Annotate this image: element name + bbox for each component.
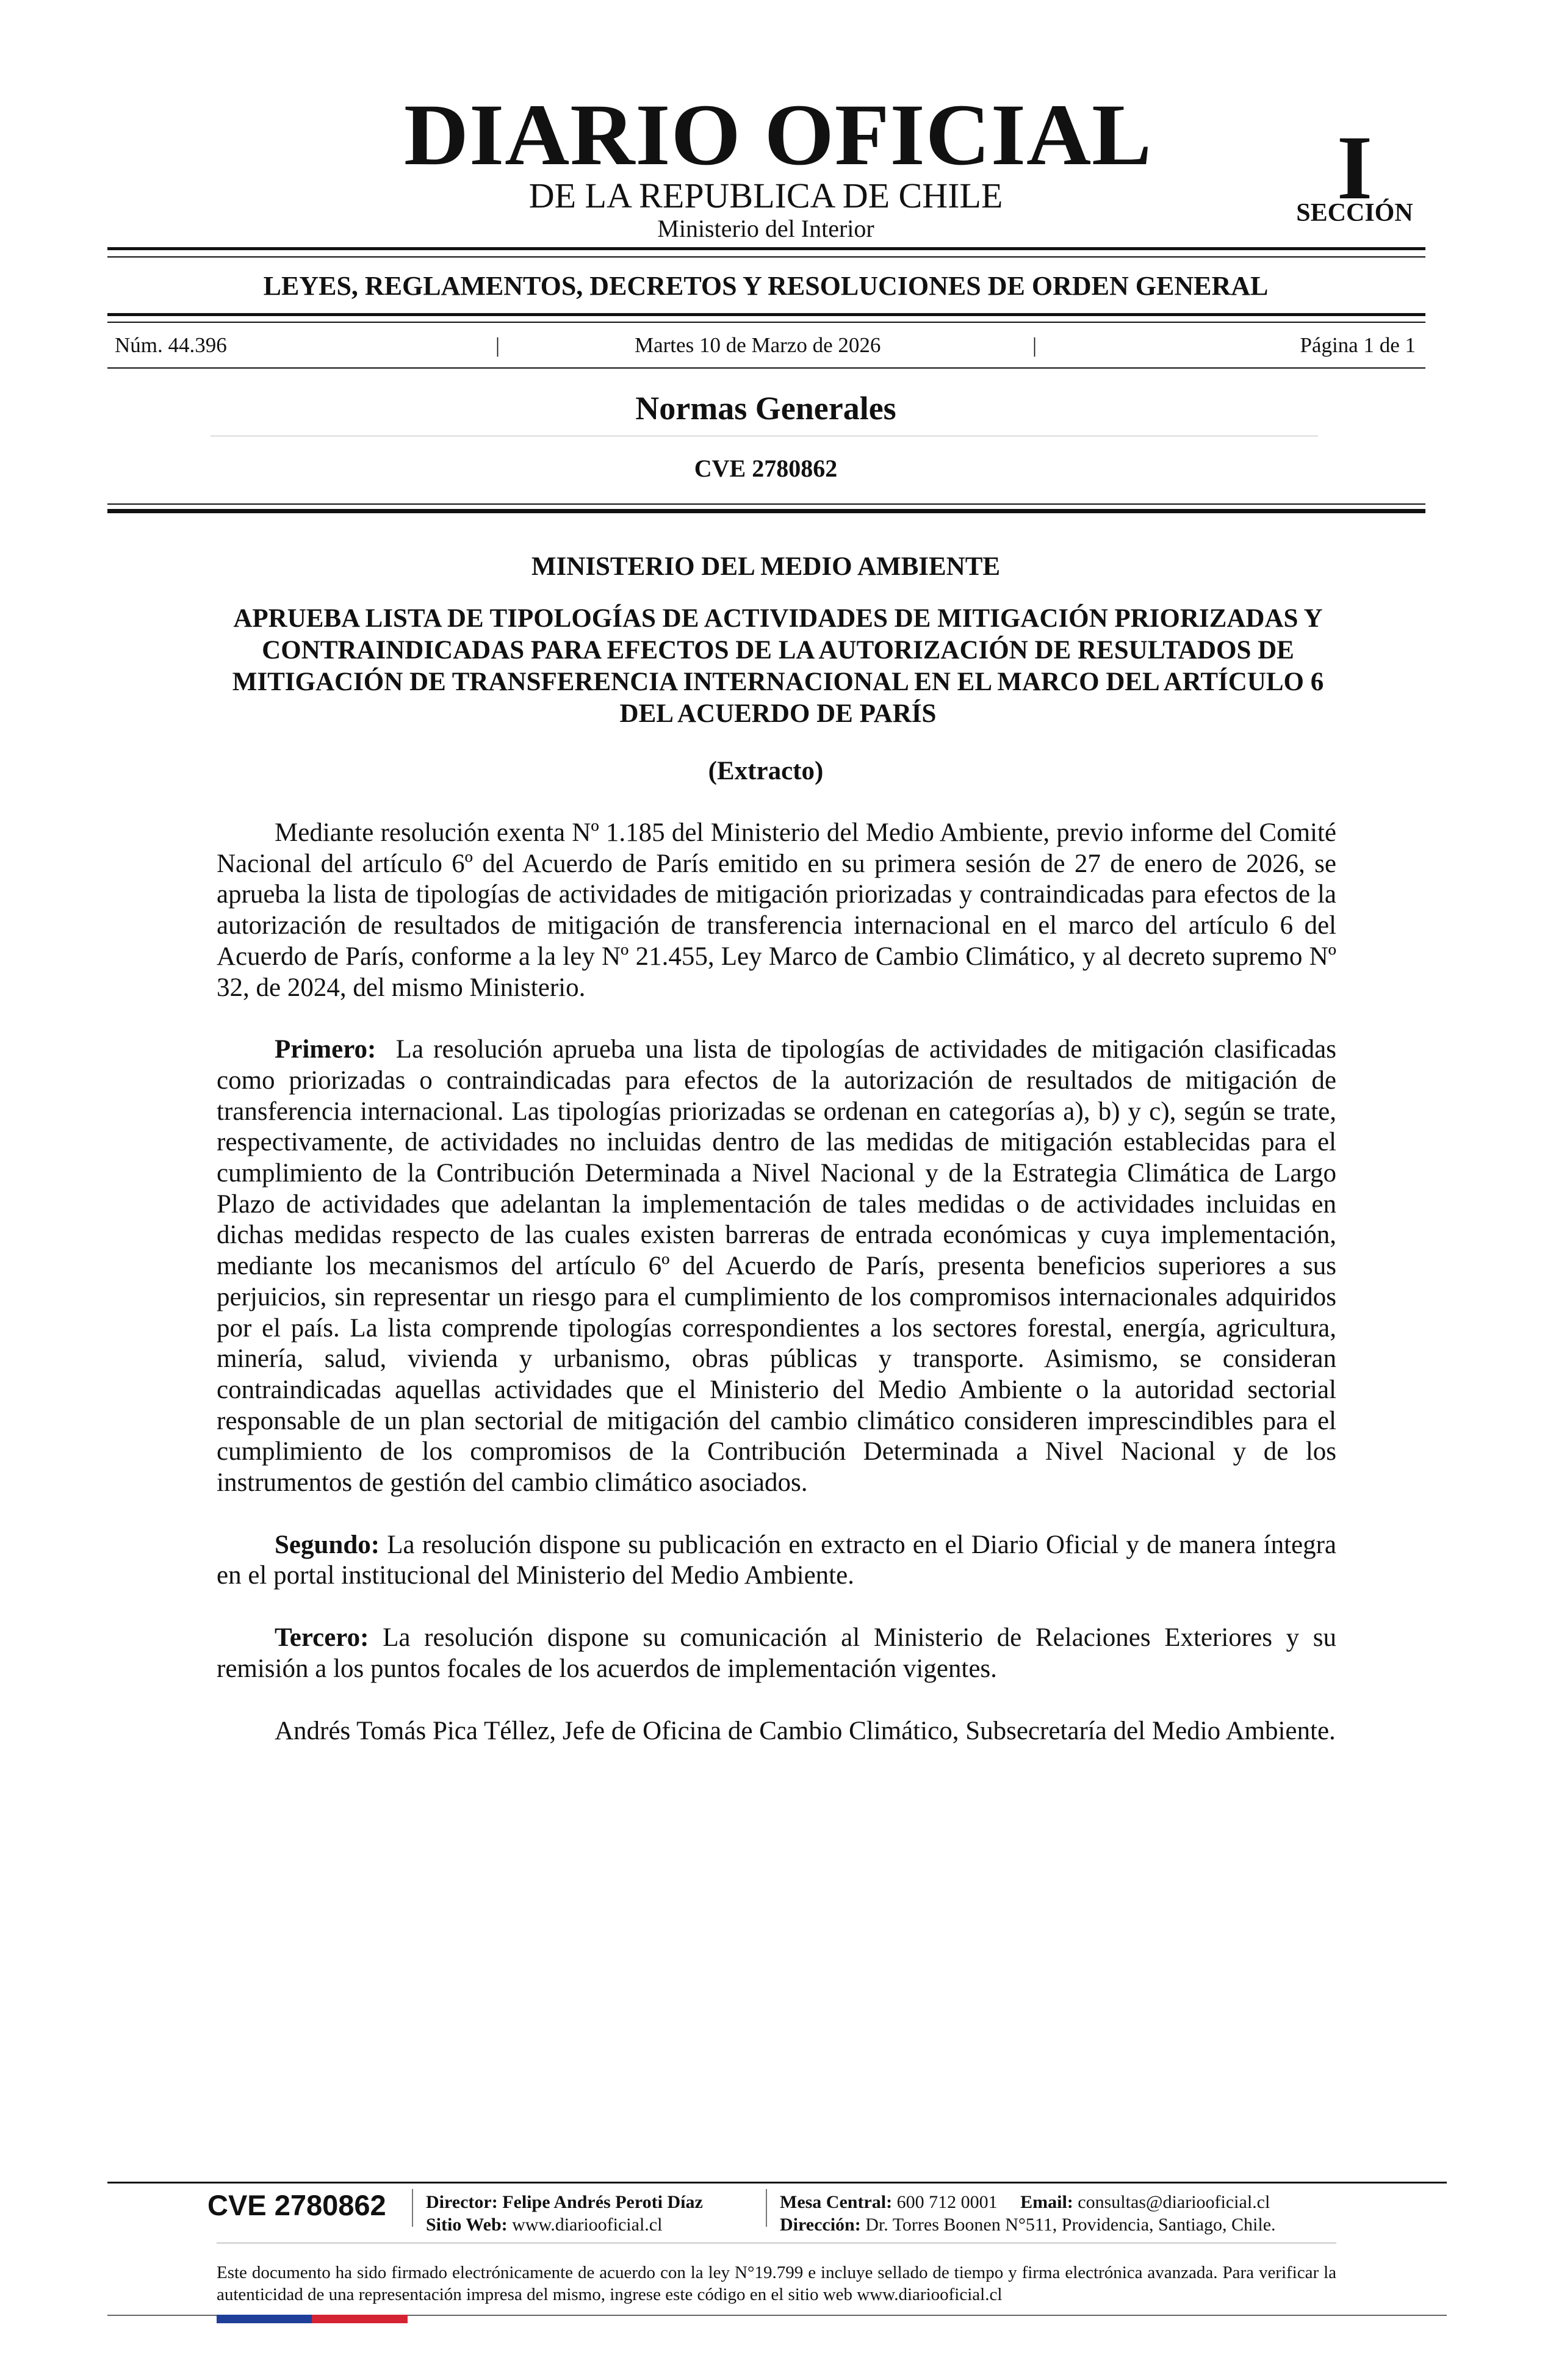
director-label: Director: [426,2192,498,2212]
third-label: Tercero: [275,1623,369,1653]
website-link[interactable]: www.diariooficial.cl [512,2215,663,2235]
signature-notice: Este documento ha sido firmado electrónicamente de acuerdo con la ley N°19.799 e incluye sellado de tiempo y firma electrónica avanzada. Para verificar la autenticidad de una representación impresa del mismo, ingrese este código en el sitio web www.diariooficial.cl [217,2263,1336,2304]
section-numeral: I [1336,117,1373,218]
phone-label: Mesa Central: [780,2192,893,2212]
first-paragraph [217,1034,1336,1499]
banner-heading: LEYES, REGLAMENTOS, DECRETOS Y RESOLUCIONES DE ORDEN GENERAL [263,271,1269,301]
issue-number: Núm. 44.396 [115,333,227,357]
second-paragraph [217,1530,1336,1592]
extract-label: (Extracto) [708,757,824,785]
article-body [217,818,1336,1778]
email-label: Email: [1020,2192,1073,2212]
banner-rule-thick [107,313,1425,316]
footer-divider [766,2189,767,2227]
newspaper-subtitle: DE LA REPUBLICA DE CHILE [528,176,1003,215]
footer-cve-code: CVE 2780862 [207,2189,386,2221]
third-paragraph [217,1623,1336,1684]
newspaper-ministry: Ministerio del Interior [657,215,874,242]
footer-director-block [426,2191,703,2236]
third-text: La resolución dispone su comunicación al Ministerio de Relaciones Exteriores y su remisión a los puntos focales de los acuerdos de implementación vigentes. [217,1623,1337,1683]
address-text: Dr. Torres Boonen N°511, Providencia, Santiago, Chile. [865,2215,1276,2235]
meta-separator: | [1032,333,1037,357]
intro-paragraph: Mediante resolución exenta Nº 1.185 del Ministerio del Medio Ambiente, previo informe del Comité Nacional del artículo 6º del Acuerdo de París emitido en su primera sesión de 27 de enero de 2026, se aprueba la lista de tipologías de actividades de mitigación priorizadas y contraindicadas para efectos de la autorización de resultados de mitigación de transferencia internacional en el marco del artículo 6 del Acuerdo de París, conforme a la ley Nº 21.455, Ley Marco de Cambio Climático, y al decreto supremo Nº 32, de 2024, del mismo Ministerio. [217,818,1336,1002]
flag-stripe-blue [217,2315,312,2323]
meta-separator: | [495,333,500,357]
second-text: La resolución dispone su publicación en extracto en el Diario Oficial y de manera íntegra en el portal institucional del Ministerio del Medio Ambiente. [217,1530,1337,1590]
flag-stripe-red [312,2315,408,2323]
cve-rule-thin [107,503,1425,505]
meta-rule [107,367,1425,369]
footer-divider [412,2189,413,2227]
website-label: Sitio Web: [426,2215,508,2235]
ministry-heading: MINISTERIO DEL MEDIO AMBIENTE [531,552,1001,581]
first-text: La resolución aprueba una lista de tipologías de actividades de mitigación clasificadas como priorizadas o contraindicadas para efectos de la autorización de resultados de mitigación de transferencia internacional. Las tipologías priorizadas se ordenan en categorías a), b) y c), según se trate, respectivamente, de actividades no incluidas dentro de las medidas de mitigación establecidas para el cumplimiento de la Contribución Determinada a Nivel Nacional y de la Estrategia Climática de Largo Plazo de actividades que adelantan la implementación de tales medidas o de actividades incluidas en dichas medidas respecto de las cuales existen barreras de entrada económicas y cuya implementación, mediante los mecanismos del artículo 6º del Acuerdo de París, presenta beneficios superiores a sus perjuicios, sin representar un riesgo para el cumplimiento de los compromisos internacionales adquiridos por el país. La lista comprende tipologías correspondientes a los sectores forestal, energía, agricultura, minería, salud, vivienda y urbanismo, obras públicas y transporte. Asimismo, se consideran contraindicadas aquellas actividades que el Ministerio del Medio Ambiente o la autoridad sectorial responsable de un plan sectorial de mitigación del cambio climático consideren imprescindibles para el cumplimiento de los compromisos de la Contribución Determinada a Nivel Nacional y de los instrumentos de gestión del cambio climático asociados. [217,1035,1336,1498]
first-label: Primero: [275,1035,376,1064]
cve-code: CVE 2780862 [694,455,838,482]
masthead-rule-thick [107,247,1425,250]
newspaper-title: DIARIO OFICIAL [403,87,1153,184]
masthead-rule-thin [107,256,1425,258]
footer-rule-top [107,2182,1447,2183]
second-label: Segundo: [275,1530,380,1559]
director-name: Felipe Andrés Peroti Díaz [502,2192,703,2212]
address-label: Dirección: [780,2215,861,2235]
banner-rule-thin [107,322,1425,323]
email-link[interactable]: consultas@diariooficial.cl [1078,2192,1270,2212]
section-label: SECCIÓN [1296,199,1413,227]
phone-number: 600 712 0001 [896,2192,998,2212]
issue-date: Martes 10 de Marzo de 2026 [635,333,881,357]
cve-rule-thick [107,509,1425,513]
article-title: APRUEBA LISTA DE TIPOLOGÍAS DE ACTIVIDADES DE MITIGACIÓN PRIORIZADAS Y CONTRAINDICADAS PARA EFECTOS DE LA AUTORIZACIÓN DE RESULTADOS DE MITIGACIÓN DE TRANSFERENCIA INTERNACIONAL EN EL MARCO DEL ARTÍCULO 6 DEL ACUERDO DE PARÍS [232,604,1324,728]
footer-contact-block [780,2191,1276,2236]
signature: Andrés Tomás Pica Téllez, Jefe de Oficina de Cambio Climático, Subsecretaría del Medio Ambiente. [275,1716,1336,1745]
page-indicator: Página 1 de 1 [1300,333,1416,357]
section-title: Normas Generales [635,390,896,427]
